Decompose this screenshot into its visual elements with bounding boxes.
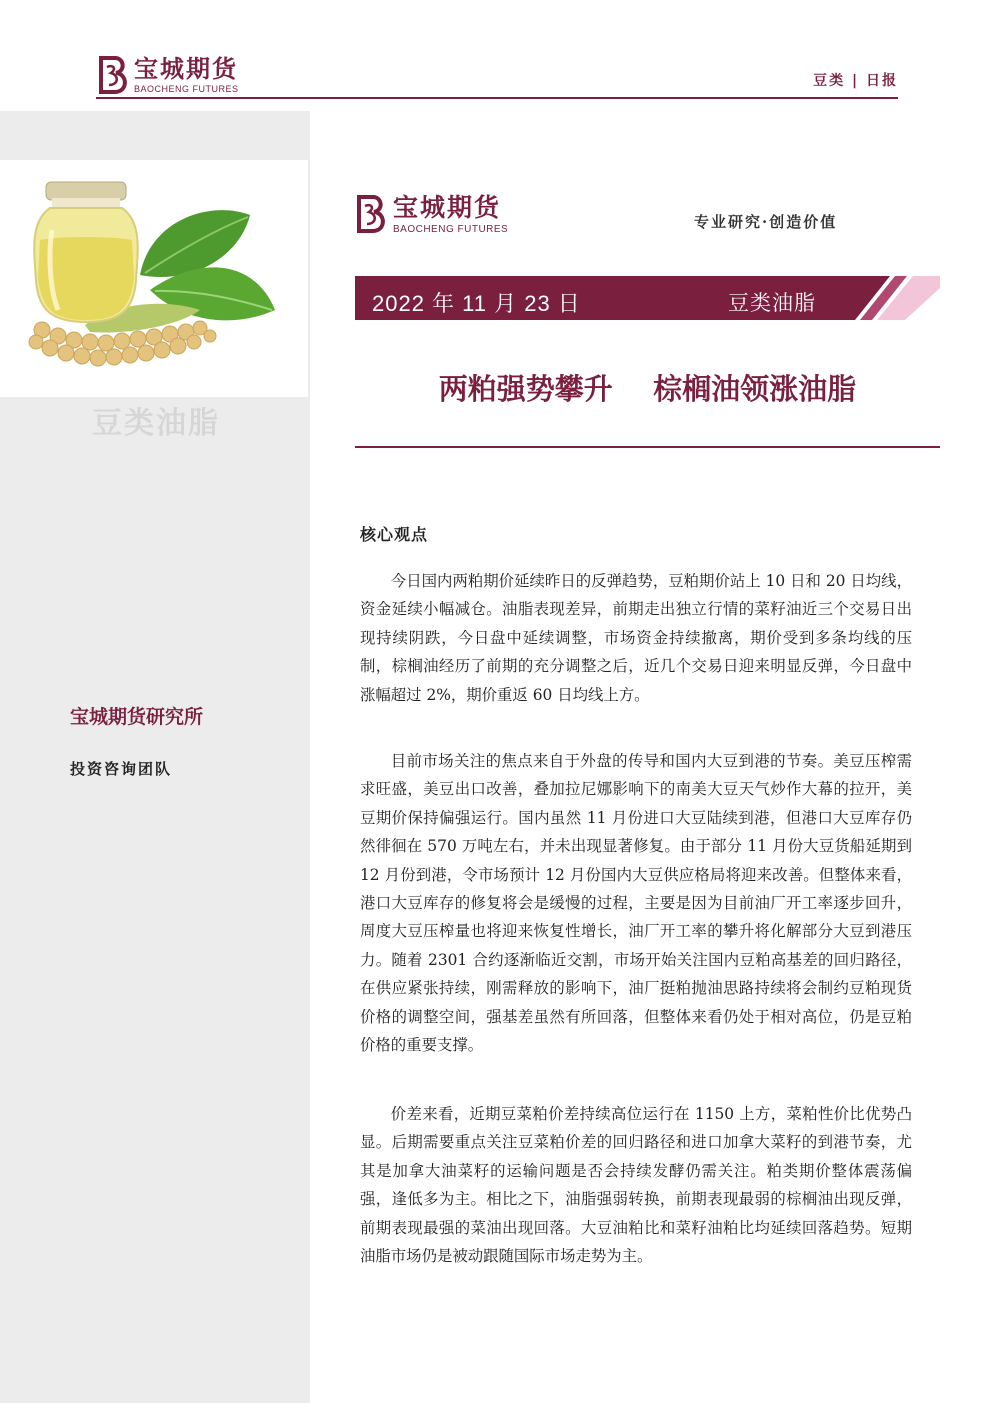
header-logo-cn: 宝城期货 — [134, 55, 238, 83]
main-logo-en: BAOCHENG FUTURES — [393, 224, 509, 235]
sidebar-org-name: 宝城期货研究所 — [70, 706, 204, 728]
slogan: 专业研究·创造价值 — [694, 213, 838, 231]
header-tags: 豆类 | 日报 — [813, 73, 898, 89]
sidebar-category-watermark: 豆类油脂 — [92, 406, 220, 441]
core-view-heading: 核心观点 — [360, 525, 429, 544]
report-date: 2022 年 11 月 23 日 — [372, 291, 581, 316]
header-logo — [97, 55, 257, 99]
paragraph-3: 价差来看，近期豆菜粕价差持续高位运行在 1150 上方，菜粕性价比优势凸显。后期需要重点关注豆菜粕价差的回归路径和进口加拿大菜籽的到港节奏，尤其是加拿大油菜籽的运输问题是否会持续发酵仍需关注。粕类期价整体震荡偏强，逢低多为主。相比之下，油脂强弱转换，前期表现最弱的棕榈油出现反弹，前期表现最强的菜油出现回落。大豆油粕比和菜籽油粕比均延续回落趋势。短期油脂市场仍是被动跟随国际市场走势为主。 — [360, 1105, 912, 1266]
title-divider — [355, 446, 940, 448]
report-category: 豆类油脂 — [728, 291, 816, 315]
logo-b-mark-icon — [97, 55, 131, 95]
main-logo — [355, 193, 535, 239]
main-logo-cn: 宝城期货 — [393, 193, 502, 222]
header-logo-en: BAOCHENG FUTURES — [134, 84, 239, 94]
logo-b-mark-icon — [355, 193, 389, 235]
soybean-oil-illustration-icon — [0, 160, 308, 397]
paragraph-1: 今日国内两粕期价延续昨日的反弹趋势，豆粕期价站上 10 日和 20 日均线，资金延续小幅减仓。油脂表现差异，前期走出独立行情的菜籽油近三个交易日出现持续阴跌，今日盘中延续调整，市场资金持续撤离，期价受到多条均线的压制，棕榈油经历了前期的充分调整之后，近几个交易日迎来明显反弹，今日盘中涨幅超过 2%，期价重返 60 日均线上方。 — [360, 572, 912, 704]
header-divider — [96, 97, 898, 99]
soybean-oil-photo — [0, 160, 308, 397]
report-title: 两粕强势攀升 棕榈油领涨油脂 — [438, 372, 857, 406]
paragraph-2: 目前市场关注的焦点来自于外盘的传导和国内大豆到港的节奏。美豆压榨需求旺盛，美豆出口改善，叠加拉尼娜影响下的南美大豆天气炒作大幕的拉开，美豆期价保持偏强运行。国内虽然 11 月份进口大豆陆续到港，但港口大豆库存仍然徘徊在 570 万吨左右，并未出现显著修复。由于部分 11 月份大豆货船延期到 12 月份到港，令市场预计 12 月份国内大豆供应格局将迎来改善。但整体来看，港口大豆库存的修复将会是缓慢的过程，主要是因为目前油厂开工率逐步回升，周度大豆压榨量也将迎来恢复性增长，油厂开工率的攀升将化解部分大豆到港压力。随着 2301 合约逐渐临近交割，市场开始关注国内豆粕高基差的回归路径，在供应紧张持续，刚需释放的影响下，油厂挺粕抛油思路持续将会制约豆粕现货价格的调整空间，强基差虽然有所回落，但整体来看仍处于相对高位，仍是豆粕价格的重要支撑。 — [360, 752, 912, 1055]
sidebar-team-name: 投资咨询团队 — [70, 760, 173, 778]
